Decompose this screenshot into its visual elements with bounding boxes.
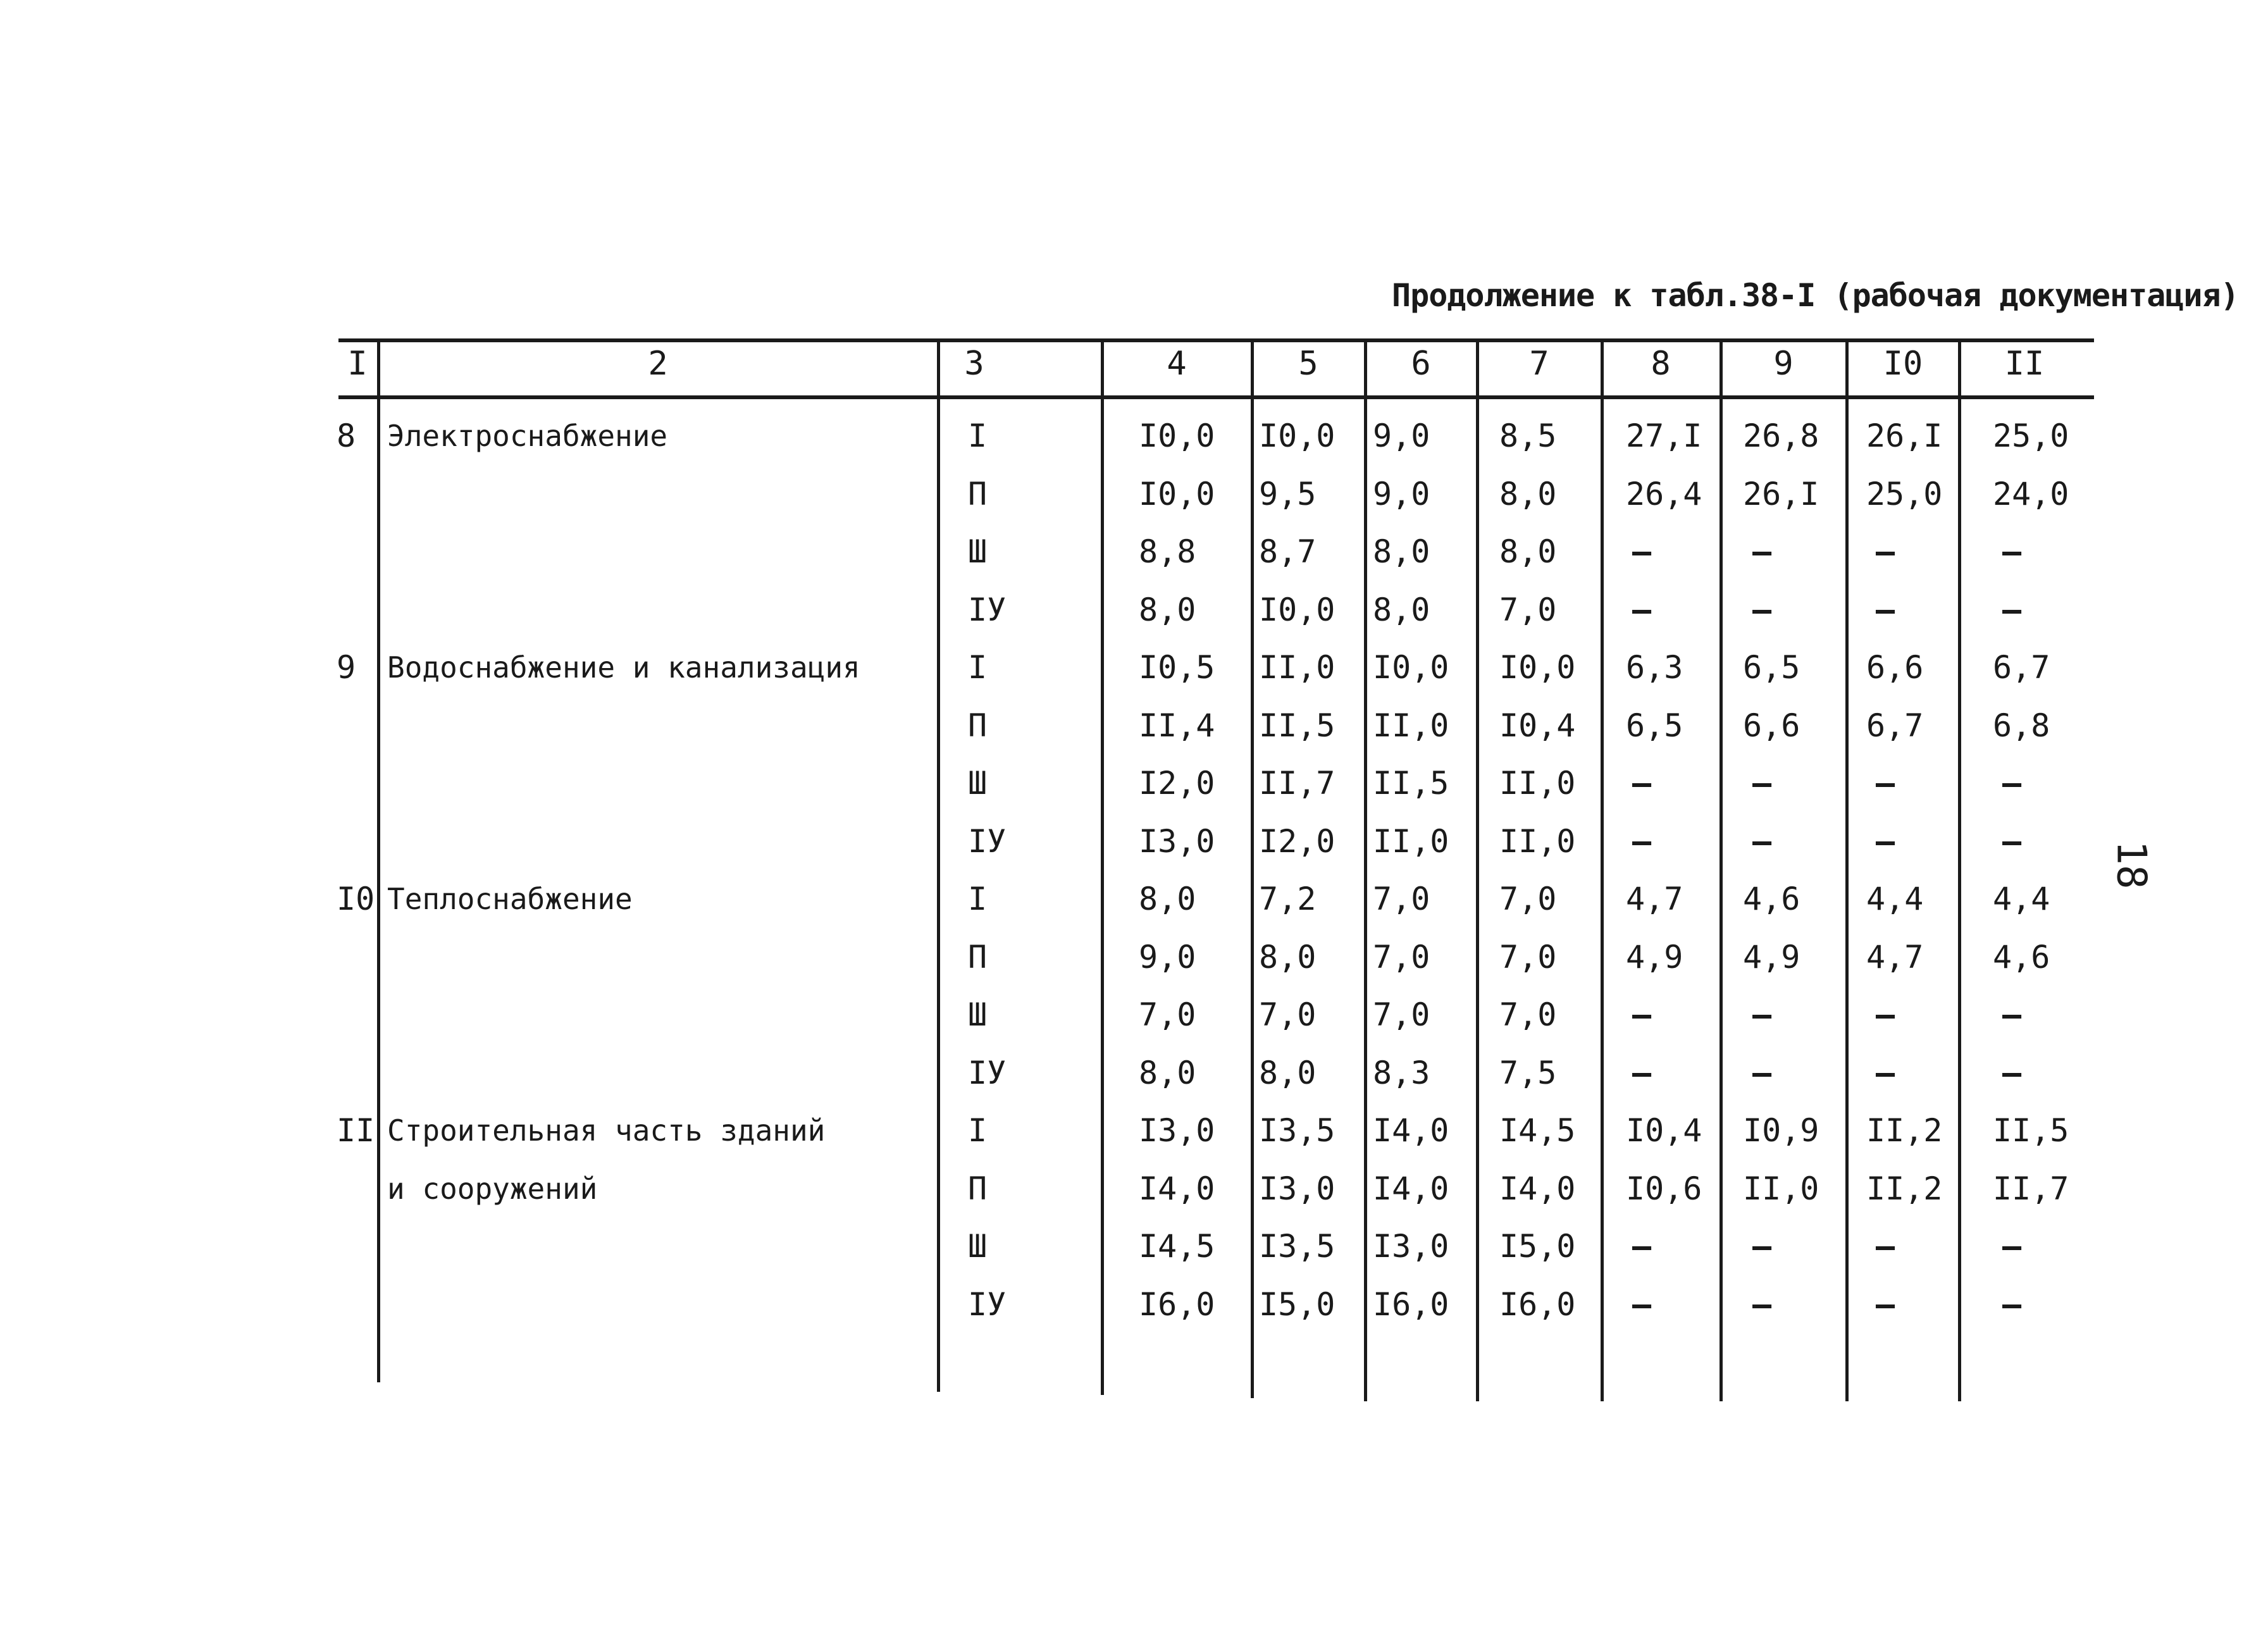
table-cell: 7,0 (1373, 881, 1430, 917)
table-cell: – (1876, 1054, 1895, 1091)
table-cell: II,7 (1259, 765, 1335, 802)
table-cell: I0,0 (1139, 475, 1215, 512)
table-cell: 27,I (1626, 418, 1702, 454)
table-cell: II,7 (1993, 1170, 2069, 1207)
table-cell: I0,0 (1499, 649, 1576, 686)
table-cell: I4,0 (1499, 1170, 1576, 1207)
header-col-6: 6 (1411, 345, 1431, 383)
col-divider (1476, 338, 1479, 1401)
table-cell: – (1876, 996, 1895, 1033)
col-divider (1958, 338, 1961, 1401)
table-cell: I2,0 (1259, 822, 1335, 860)
table-cell: – (1876, 1228, 1895, 1265)
table-cell: I2,0 (1139, 765, 1215, 802)
table-cell: 7,2 (1259, 881, 1317, 917)
table-cell: I0,5 (1139, 649, 1215, 686)
table-cell: I6,0 (1499, 1286, 1576, 1323)
table-cell: II,0 (1499, 822, 1576, 860)
table-cell: 4,6 (1993, 938, 2050, 976)
table-cell: – (1752, 765, 1772, 802)
header-col-11: II (2004, 345, 2045, 383)
table-cell: – (2002, 765, 2022, 802)
table-cell: 7,0 (1259, 996, 1317, 1033)
table-cell: 8,0 (1139, 881, 1196, 917)
table-cell: 8,0 (1373, 591, 1430, 628)
header-col-2: 2 (648, 345, 668, 383)
col-divider (1601, 338, 1604, 1401)
table-cell: 6,7 (1866, 707, 1924, 744)
table-cell: 8,0 (1499, 475, 1557, 512)
table-cell: – (1752, 822, 1772, 860)
category-label: П (968, 707, 988, 744)
table-cell: – (2002, 1228, 2022, 1265)
table-cell: 6,7 (1993, 649, 2050, 686)
table-caption: Продолжение к табл.38-I (рабочая документация) (1392, 277, 2239, 314)
col-divider (377, 338, 380, 1382)
table-cell: 7,0 (1373, 938, 1430, 976)
table-cell: – (1632, 1054, 1652, 1091)
category-label: Ш (968, 1228, 988, 1265)
table-cell: I6,0 (1373, 1286, 1449, 1323)
category-label: I (968, 418, 988, 454)
col-divider (1720, 338, 1723, 1401)
table-cell: – (1876, 765, 1895, 802)
table-cell: – (1876, 1286, 1895, 1323)
category-label: Ш (968, 533, 988, 570)
table-cell: I0,4 (1499, 707, 1576, 744)
header-col-10: I0 (1883, 345, 1923, 383)
table-cell: I3,0 (1139, 822, 1215, 860)
col-divider (1251, 338, 1254, 1398)
table-cell: 4,7 (1626, 881, 1683, 917)
table-cell: – (2002, 822, 2022, 860)
section-number: 9 (337, 649, 356, 686)
col-divider (1101, 338, 1104, 1395)
table-cell: 7,0 (1499, 938, 1557, 976)
table-cell: I0,0 (1139, 418, 1215, 454)
table-cell: – (2002, 1054, 2022, 1091)
category-label: IУ (968, 1054, 1007, 1091)
table-cell: – (1752, 591, 1772, 628)
table-header-rule (338, 395, 2094, 399)
table-cell: – (1752, 996, 1772, 1033)
header-col-4: 4 (1167, 345, 1187, 383)
table-cell: – (2002, 591, 2022, 628)
category-label: Ш (968, 765, 988, 802)
table-cell: 8,8 (1139, 533, 1196, 570)
table-cell: 8,0 (1259, 938, 1317, 976)
category-label: IУ (968, 822, 1007, 860)
table-cell: I4,0 (1139, 1170, 1215, 1207)
header-col-5: 5 (1298, 345, 1318, 383)
table-cell: 8,0 (1499, 533, 1557, 570)
table-cell: – (1632, 591, 1652, 628)
section-name: Теплоснабжение (387, 882, 633, 916)
category-label: Ш (968, 996, 988, 1033)
header-col-7: 7 (1529, 345, 1549, 383)
table-cell: 6,5 (1626, 707, 1683, 744)
table-cell: 9,0 (1139, 938, 1196, 976)
table-cell: II,0 (1373, 822, 1449, 860)
page-number: 18 (2107, 840, 2155, 889)
table-cell: 26,I (1866, 418, 1943, 454)
table-cell: I4,5 (1139, 1228, 1215, 1265)
table-cell: 6,3 (1626, 649, 1683, 686)
table-cell: 24,0 (1993, 475, 2069, 512)
table-cell: 8,5 (1499, 418, 1557, 454)
table-cell: 6,8 (1993, 707, 2050, 744)
table-cell: 25,0 (1866, 475, 1943, 512)
table-cell: – (2002, 996, 2022, 1033)
table-cell: 26,4 (1626, 475, 1702, 512)
table-cell: 4,7 (1866, 938, 1924, 976)
table-cell: I5,0 (1499, 1228, 1576, 1265)
table-cell: 8,0 (1139, 591, 1196, 628)
table-cell: 8,0 (1259, 1054, 1317, 1091)
table-cell: 7,0 (1499, 591, 1557, 628)
table-cell: 6,6 (1743, 707, 1800, 744)
table-cell: I5,0 (1259, 1286, 1335, 1323)
table-cell: I0,4 (1626, 1112, 1702, 1149)
table-cell: I3,5 (1259, 1112, 1335, 1149)
table-cell: I4,0 (1373, 1112, 1449, 1149)
table-cell: I3,0 (1259, 1170, 1335, 1207)
table-cell: – (1752, 533, 1772, 570)
table-cell: II,5 (1993, 1112, 2069, 1149)
table-cell: – (1876, 533, 1895, 570)
table-cell: 4,9 (1626, 938, 1683, 976)
category-label: IУ (968, 591, 1007, 628)
table-cell: – (1876, 591, 1895, 628)
col-divider (1364, 338, 1367, 1401)
category-label: П (968, 938, 988, 976)
table-cell: I3,0 (1373, 1228, 1449, 1265)
category-label: I (968, 881, 988, 917)
table-cell: 8,0 (1373, 533, 1430, 570)
col-divider (937, 338, 940, 1392)
table-cell: II,0 (1743, 1170, 1819, 1207)
table-cell: 26,8 (1743, 418, 1819, 454)
table-cell: II,2 (1866, 1170, 1943, 1207)
section-number: I0 (337, 881, 375, 917)
table-cell: I0,0 (1373, 649, 1449, 686)
table-cell: 9,0 (1373, 418, 1430, 454)
table-cell: 8,0 (1139, 1054, 1196, 1091)
table-cell: – (1876, 822, 1895, 860)
table-top-rule (338, 338, 2094, 342)
table-cell: – (1752, 1054, 1772, 1091)
section-name: Электроснабжение (387, 419, 668, 453)
table-cell: I0,0 (1259, 418, 1335, 454)
table-cell: – (1752, 1286, 1772, 1323)
table-cell: – (1632, 1228, 1652, 1265)
table-cell: 7,0 (1139, 996, 1196, 1033)
table-cell: 6,6 (1866, 649, 1924, 686)
table-cell: 7,0 (1373, 996, 1430, 1033)
table-cell: I4,0 (1373, 1170, 1449, 1207)
table-cell: 4,4 (1993, 881, 2050, 917)
table-cell: – (2002, 1286, 2022, 1323)
table-cell: – (1632, 822, 1652, 860)
table-cell: II,5 (1259, 707, 1335, 744)
table-cell: 26,I (1743, 475, 1819, 512)
header-col-1: I (347, 345, 368, 383)
table-cell: II,0 (1373, 707, 1449, 744)
table-cell: 4,6 (1743, 881, 1800, 917)
category-label: IУ (968, 1286, 1007, 1323)
table-cell: 9,5 (1259, 475, 1317, 512)
category-label: I (968, 649, 988, 686)
table-cell: – (1632, 533, 1652, 570)
col-divider (1845, 338, 1849, 1401)
table-cell: I0,0 (1259, 591, 1335, 628)
table-cell: 6,5 (1743, 649, 1800, 686)
table-cell: – (2002, 533, 2022, 570)
section-number: 8 (337, 418, 356, 454)
category-label: П (968, 1170, 988, 1207)
table-cell: I0,6 (1626, 1170, 1702, 1207)
table-cell: 4,9 (1743, 938, 1800, 976)
table-cell: II,0 (1499, 765, 1576, 802)
table-cell: 7,0 (1499, 996, 1557, 1033)
header-col-9: 9 (1773, 345, 1794, 383)
table-cell: – (1632, 996, 1652, 1033)
header-col-3: 3 (964, 345, 984, 383)
table-cell: I6,0 (1139, 1286, 1215, 1323)
section-name: и сооружений (387, 1171, 598, 1206)
table-cell: 8,3 (1373, 1054, 1430, 1091)
table-cell: II,5 (1373, 765, 1449, 802)
table-cell: I0,9 (1743, 1112, 1819, 1149)
category-label: П (968, 475, 988, 512)
table-cell: – (1632, 1286, 1652, 1323)
table-cell: 9,0 (1373, 475, 1430, 512)
table-cell: – (1632, 765, 1652, 802)
table-cell: II,4 (1139, 707, 1215, 744)
table-cell: I3,0 (1139, 1112, 1215, 1149)
table-cell: II,0 (1259, 649, 1335, 686)
table-cell: 25,0 (1993, 418, 2069, 454)
table-cell: I4,5 (1499, 1112, 1576, 1149)
table-cell: 7,5 (1499, 1054, 1557, 1091)
header-col-8: 8 (1651, 345, 1671, 383)
table-cell: 4,4 (1866, 881, 1924, 917)
section-number: II (337, 1112, 375, 1149)
table-cell: II,2 (1866, 1112, 1943, 1149)
section-name: Строительная часть зданий (387, 1113, 826, 1148)
table-cell: – (1752, 1228, 1772, 1265)
section-name: Водоснабжение и канализация (387, 650, 860, 685)
table-cell: I3,5 (1259, 1228, 1335, 1265)
table-cell: 7,0 (1499, 881, 1557, 917)
category-label: I (968, 1112, 988, 1149)
table-cell: 8,7 (1259, 533, 1317, 570)
